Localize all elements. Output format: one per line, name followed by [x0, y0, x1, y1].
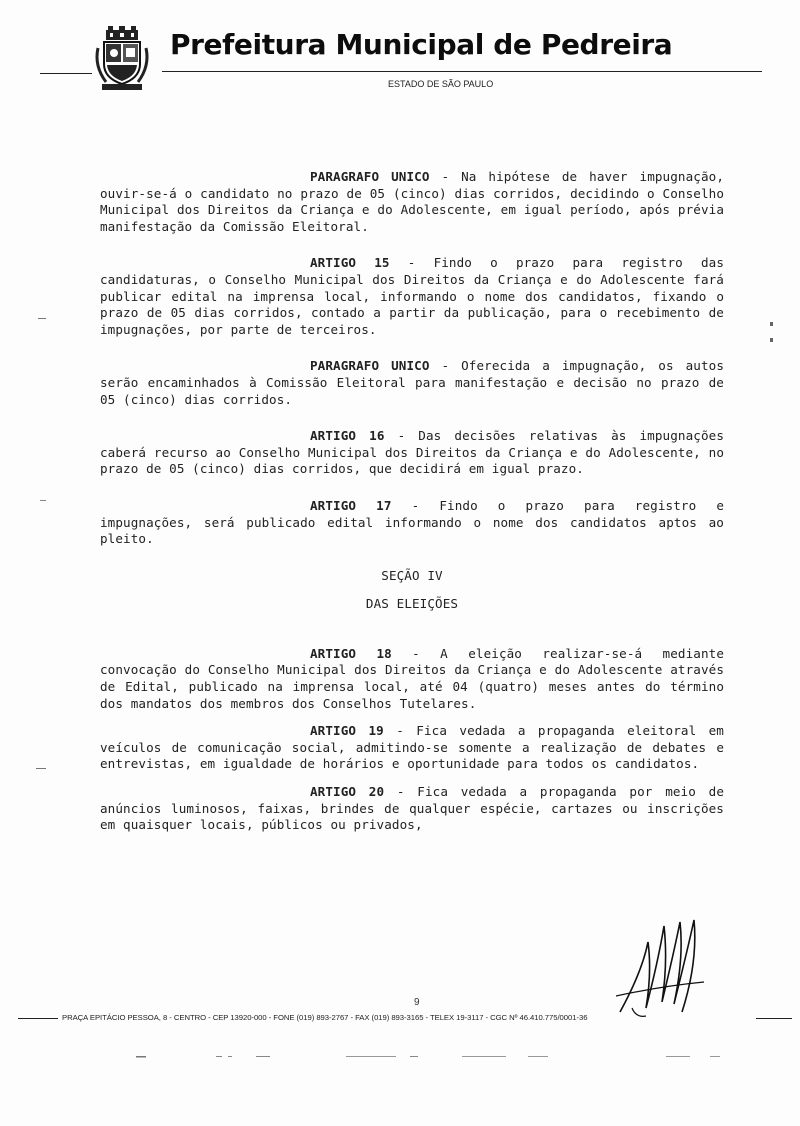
artigo-19: ARTIGO 19 - Fica vedada a propaganda eleitoral em veículos de comunicação social, admitindo-se somente a realização de debates e entrevistas, em igualdade de horários e oportunidade para todos os candidatos. — [100, 723, 724, 772]
footer-rule-left — [18, 1018, 58, 1019]
paragraph-unico-2: PARAGRAFO UNICO - Oferecida a impugnação, os autos serão encaminhados à Comissão Eleitoral para manifestação e decisão no prazo de 05 (cinco) dias corridos. — [100, 358, 725, 407]
artigo-17: ARTIGO 17 - Findo o prazo para registro e impugnações, será publicado edital informando o nome dos candidatos aptos ao pleito. — [100, 497, 725, 547]
paragraph-unico-1: PARAGRAFO UNICO - Na hipótese de haver impugnação, ouvir-se-á o candidato no prazo de 05 (cinco) dias corridos, decidindo o Conselho Municipal dos Direitos da Criança e do Adolescente, em igual período, após prévia manifestação da Comissão Eleitoral. — [100, 169, 725, 234]
section-number-heading: SEÇÃO IV — [381, 567, 443, 583]
header-rule-right — [162, 71, 762, 72]
artigo-20: ARTIGO 20 - Fica vedada a propaganda por meio de anúncios luminosos, faixas, brindes de qualquer espécie, cartazes ou inscrições em quaisquer locais, públicos ou privados, — [100, 784, 724, 833]
page-title: Prefeitura Municipal de Pedreira — [170, 28, 673, 61]
scan-noise — [0, 1048, 800, 1068]
document-body — [100, 169, 724, 854]
artigo-15: ARTIGO 15 - Findo o prazo para registro das candidaturas, o Conselho Municipal dos Direitos da Criança e do Adolescente fará publicar edital na imprensa local, informando o nome dos candidatos, fixando o prazo de 05 dias corridos, contado a partir da publicação, para o recebimento de impugnações, por parte de terceiros. — [100, 255, 724, 337]
signature — [612, 912, 712, 1022]
footer-rule-right — [756, 1018, 792, 1019]
section-title-heading: DAS ELEIÇÕES — [365, 596, 459, 612]
header-rule-left — [40, 73, 92, 74]
artigo-18: ARTIGO 18 - A eleição realizar-se-á mediante convocação do Conselho Municipal dos Direitos da Criança e do Adolescente através de Edital, publicado na imprensa local, até 04 (quatro) meses antes do término dos mandatos dos membros dos Conselhos Tutelares. — [100, 645, 725, 711]
artigo-16: ARTIGO 16 - Das decisões relativas às impugnações caberá recurso ao Conselho Municipal dos Direitos da Criança e do Adolescente, no prazo de 05 (cinco) dias corridos, que decidirá em igual prazo. — [100, 428, 724, 477]
page-number: 9 — [414, 997, 420, 1008]
state-subtitle: ESTADO DE SÃO PAULO — [388, 79, 494, 89]
footer-address: PRAÇA EPITÁCIO PESSOA, 8 - CENTRO - CEP 13920-000 - FONE (019) 893-2767 - FAX (019) 893-3165 - TELEX 19-3117 - CGC Nº 46.410.775/0001-36 — [62, 1013, 588, 1022]
municipal-crest-logo — [92, 24, 152, 92]
